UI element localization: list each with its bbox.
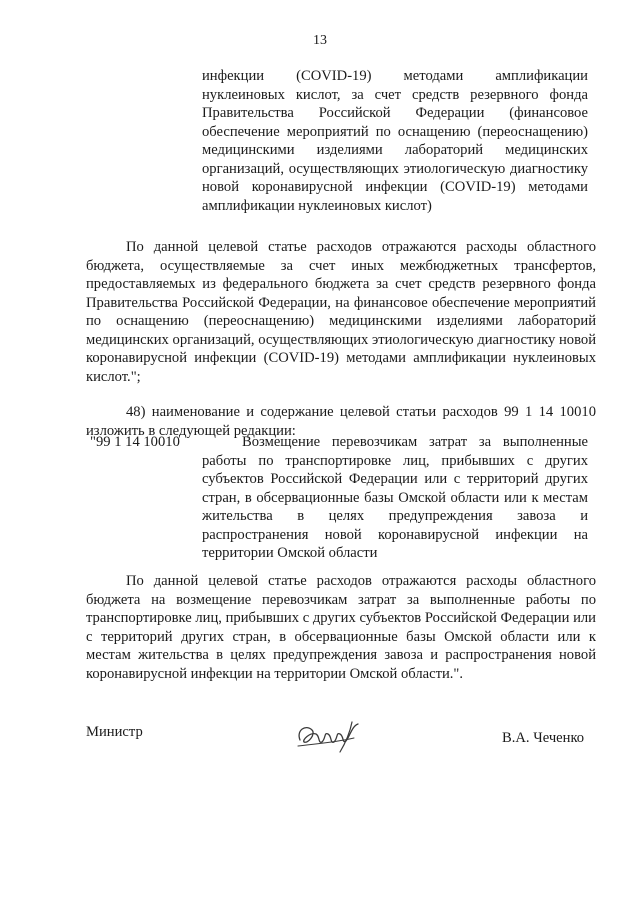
paragraph-expenses-description: По данной целевой статье расходов отражаются расходы областного бюджета, осуществляемые за счет иных межбюджетных трансфертов, предоставляемых из федерального бюджета за счет средств резервного фонда Правительства Российской Федерации, на финансовое обеспечение мероприятий по оснащению (переоснащению) медицинскими изделиями лабораторий медицинских организаций, осуществляющих этиологическую диагностику новой коронавирусной инфекции (COVID-19) методами амплификации нуклеиновых кислот.";: [86, 239, 596, 385]
paragraph-compensation-description: По данной целевой статье расходов отражаются расходы областного бюджета на возмещение перевозчикам затрат за выполненные работы по транспортировке лиц, прибывших с других субъектов Российской Федерации или с территорий других стран, в обсервационные базы Омской области или к местам жительства в целях предупреждения завоза и распространения новой коронавирусной инфекции на территории Омской области.".: [86, 573, 596, 682]
budget-code-label: "99 1 14 10010: [90, 434, 180, 450]
item-48-instruction: 48) наименование и содержание целевой статьи расходов 99 1 14 10010 изложить в следующей редакции:: [86, 404, 596, 439]
handwritten-signature: [292, 716, 372, 756]
budget-code-description: Возмещение перевозчикам затрат за выполненные работы по транспортировке лиц, прибывших с других субъектов Российской Федерации или с территорий других стран, в обсервационные базы Омской области или к местам жительства в целях предупреждения завоза и распространения новой коронавирусной инфекции на территории Омской области: [202, 434, 588, 561]
page-number: 13: [313, 33, 327, 48]
signatory-title: Министр: [86, 724, 143, 740]
continued-item-description: инфекции (COVID-19) методами амплификации нуклеиновых кислот, за счет средств резервного фонда Правительства Российской Федерации (финансовое обеспечение мероприятий по оснащению (переоснащению) медицинскими изделиями лабораторий медицинских организаций, осуществляющих этиологическую диагностику новой коронавирусной инфекции (COVID-19) методами амплификации нуклеиновых кислот): [202, 68, 588, 214]
signatory-name: В.А. Чеченко: [502, 730, 585, 746]
